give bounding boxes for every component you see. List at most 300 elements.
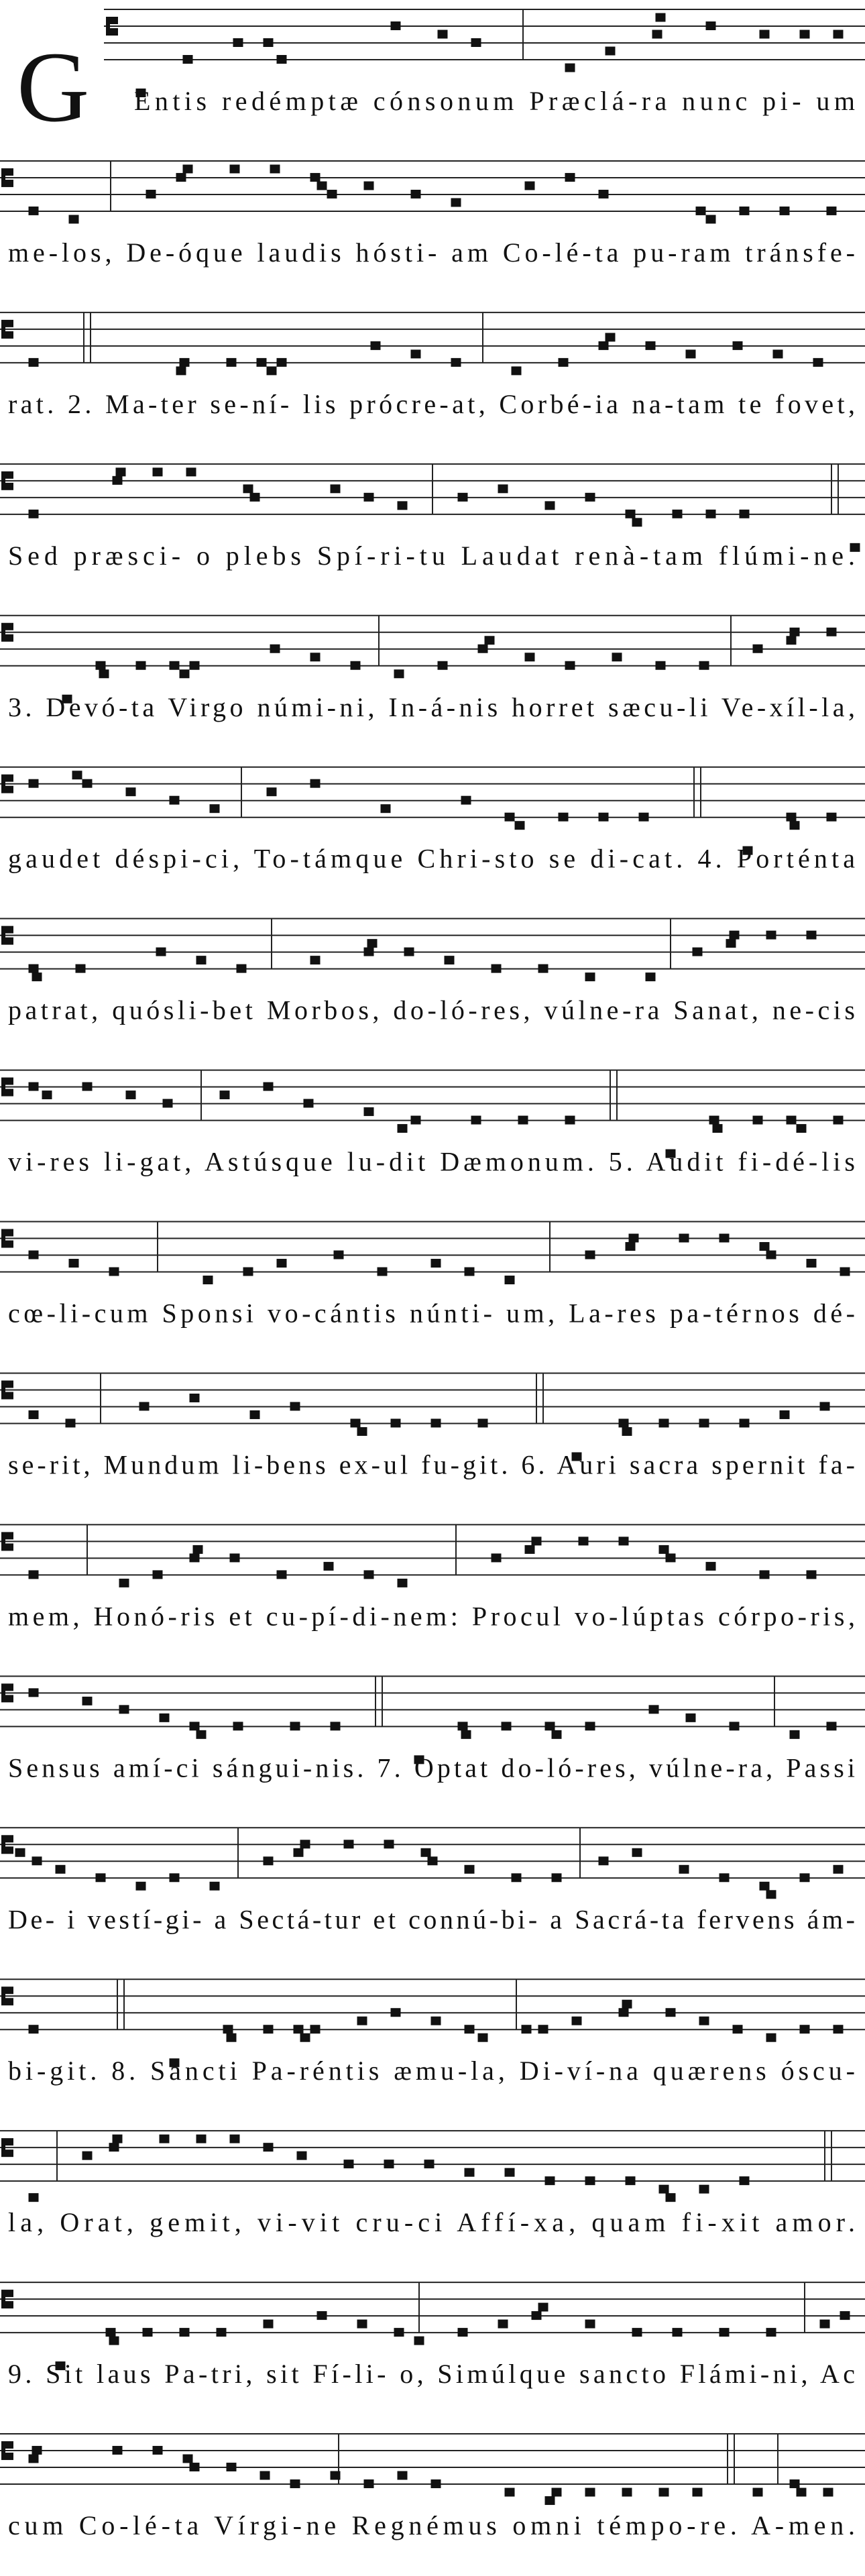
neume-note bbox=[585, 1722, 595, 1730]
chant-system bbox=[0, 313, 865, 419]
neume-note bbox=[66, 1418, 76, 1427]
neume-note bbox=[458, 2328, 468, 2337]
lyric-line: 9. Sit laus Pa-tri, sit Fí-li- o, Simúlque sancto Flámi-ni, Ac bbox=[8, 2359, 856, 2390]
neume-note bbox=[515, 821, 525, 830]
neume-note bbox=[69, 1259, 79, 1268]
neume-note bbox=[679, 1234, 689, 1243]
neume-note bbox=[391, 2008, 401, 2017]
neume-note bbox=[82, 1697, 93, 1705]
neume-note bbox=[270, 164, 280, 173]
chant-system bbox=[0, 767, 865, 874]
neume-note bbox=[485, 636, 495, 645]
initial-letter: G bbox=[17, 32, 90, 143]
neume-note bbox=[233, 1722, 243, 1730]
neume-note bbox=[42, 1090, 52, 1099]
neume-note bbox=[384, 1840, 394, 1848]
neume-note bbox=[394, 2328, 404, 2337]
neume-note bbox=[431, 2479, 441, 2488]
lyric-line: vi-res li-gat, Astúsque lu-dit Dæmonum. 5. Audit fi-dé-lis bbox=[8, 1146, 855, 1177]
neume-note bbox=[538, 964, 549, 973]
neume-note bbox=[297, 2151, 307, 2160]
neume-note bbox=[237, 964, 247, 973]
neume-note bbox=[143, 2328, 153, 2337]
neume-note bbox=[552, 2488, 562, 2497]
neume-note bbox=[709, 1116, 719, 1125]
neume-note bbox=[726, 939, 736, 948]
neume-note bbox=[753, 645, 763, 653]
neume-note bbox=[99, 669, 109, 678]
lyric-line: cum Co-lé-ta Vírgi-ne Regnémus omni témpo-re. A-men. bbox=[8, 2510, 855, 2541]
lyric-line: bi-git. 8. Sancti Pa-réntis æmu-la, Di-ví-na quærens óscu- bbox=[8, 2056, 855, 2086]
neume-note bbox=[505, 2488, 515, 2497]
neume-note bbox=[626, 2176, 636, 2185]
neume-note bbox=[552, 1873, 562, 1882]
neume-note bbox=[632, 518, 642, 526]
neume-note bbox=[465, 1865, 475, 1874]
neume-note bbox=[230, 2135, 240, 2143]
neume-note bbox=[294, 1848, 304, 1857]
neume-note bbox=[96, 1873, 106, 1882]
neume-note bbox=[545, 2496, 555, 2505]
neume-note bbox=[119, 1705, 129, 1714]
neume-note bbox=[82, 1082, 93, 1091]
neume-note bbox=[666, 2193, 676, 2202]
neume-note bbox=[619, 1418, 629, 1427]
neume-note bbox=[210, 804, 220, 813]
neume-note bbox=[766, 2033, 776, 2042]
neume-note bbox=[532, 2311, 542, 2320]
neume-note bbox=[176, 173, 186, 182]
neume-note bbox=[310, 653, 321, 661]
chant-system bbox=[0, 2282, 865, 2389]
neume-note bbox=[813, 358, 823, 367]
neume-note bbox=[277, 358, 287, 367]
neume-note bbox=[827, 207, 837, 215]
chant-system bbox=[0, 919, 865, 1025]
neume-note bbox=[820, 2320, 830, 2329]
chant-system bbox=[0, 616, 865, 722]
neume-note bbox=[478, 1418, 488, 1427]
neume-note bbox=[730, 1722, 740, 1730]
neume-note bbox=[632, 1848, 642, 1857]
neume-note bbox=[227, 358, 237, 367]
neume-note bbox=[15, 1848, 25, 1857]
neume-note bbox=[267, 787, 277, 796]
neume-note bbox=[344, 1840, 354, 1848]
neume-note bbox=[787, 1116, 797, 1125]
neume-note bbox=[833, 1116, 844, 1125]
neume-note bbox=[196, 2135, 207, 2143]
neume-note bbox=[29, 1688, 39, 1697]
neume-note bbox=[227, 2033, 237, 2042]
neume-note bbox=[290, 1722, 300, 1730]
neume-note bbox=[619, 1536, 629, 1545]
neume-note bbox=[176, 366, 186, 375]
neume-note bbox=[632, 2328, 642, 2337]
neume-note bbox=[170, 796, 180, 805]
neume-note bbox=[32, 2446, 42, 2455]
neume-note bbox=[391, 21, 401, 30]
neume-note bbox=[502, 1722, 512, 1730]
chant-system bbox=[0, 1524, 865, 1631]
lyric-line: De- i vestí-gi- a Sectá-tur et connú-bi- a Sacrá-ta fervens ám- bbox=[8, 1904, 856, 1935]
neume-note bbox=[210, 1882, 220, 1891]
neume-note bbox=[599, 190, 609, 199]
neume-note bbox=[203, 1276, 213, 1284]
neume-note bbox=[153, 467, 163, 476]
neume-note bbox=[790, 821, 800, 830]
neume-note bbox=[512, 1873, 522, 1882]
neume-note bbox=[599, 813, 609, 822]
neume-note bbox=[666, 1553, 676, 1562]
neume-note bbox=[565, 173, 575, 182]
neume-note bbox=[82, 779, 93, 788]
neume-note bbox=[612, 653, 622, 661]
neume-note bbox=[398, 2471, 408, 2480]
chant-system bbox=[0, 2434, 865, 2540]
neume-note bbox=[807, 1259, 817, 1268]
neume-note bbox=[119, 1579, 129, 1587]
neume-note bbox=[760, 1570, 770, 1579]
neume-note bbox=[465, 1268, 475, 1276]
neume-note bbox=[310, 956, 321, 964]
neume-note bbox=[807, 1570, 817, 1579]
neume-note bbox=[790, 1730, 800, 1739]
neume-note bbox=[163, 1099, 173, 1108]
neume-note bbox=[29, 2025, 39, 2033]
chant-system bbox=[0, 1676, 865, 1783]
neume-note bbox=[585, 2176, 595, 2185]
neume-note bbox=[693, 2488, 703, 2497]
neume-note bbox=[160, 1714, 170, 1722]
lyric-line: gaudet déspi-ci, To-támque Chri-sto se di-cat. 4. Porténta bbox=[8, 843, 856, 874]
neume-note bbox=[606, 333, 616, 341]
neume-note bbox=[331, 1722, 341, 1730]
neume-note bbox=[522, 2025, 532, 2033]
neume-note bbox=[351, 661, 361, 670]
neume-note bbox=[498, 484, 508, 493]
neume-note bbox=[766, 931, 776, 940]
neume-note bbox=[411, 1116, 421, 1125]
neume-note bbox=[740, 207, 750, 215]
neume-note bbox=[659, 1545, 669, 1554]
chant-system bbox=[0, 1828, 865, 1934]
neume-note bbox=[364, 948, 374, 956]
neume-note bbox=[404, 948, 414, 956]
neume-note bbox=[421, 1848, 431, 1857]
neume-note bbox=[840, 1268, 850, 1276]
neume-note bbox=[411, 190, 421, 199]
neume-note bbox=[565, 1116, 575, 1125]
neume-note bbox=[317, 181, 327, 190]
neume-note bbox=[250, 1410, 260, 1419]
neume-note bbox=[351, 1418, 361, 1427]
neume-note bbox=[243, 484, 253, 493]
neume-note bbox=[414, 2337, 424, 2345]
neume-note bbox=[505, 2168, 515, 2177]
neume-note bbox=[766, 1890, 776, 1899]
neume-note bbox=[381, 804, 391, 813]
neume-note bbox=[833, 1865, 844, 1874]
neume-note bbox=[113, 2135, 123, 2143]
neume-note bbox=[250, 493, 260, 502]
neume-note bbox=[525, 181, 535, 190]
neume-note bbox=[787, 813, 797, 822]
neume-note bbox=[833, 2025, 844, 2033]
neume-note bbox=[686, 1714, 696, 1722]
neume-note bbox=[294, 2025, 304, 2033]
neume-note bbox=[153, 2446, 163, 2455]
neume-note bbox=[183, 55, 193, 64]
lyric-line: rat. 2. Ma-ter se-ní- lis prócre-at, Corbé-ia na-tam te fovet, bbox=[8, 388, 855, 419]
neume-note bbox=[790, 628, 800, 636]
neume-note bbox=[699, 2185, 709, 2194]
neume-note bbox=[760, 30, 770, 39]
neume-note bbox=[696, 207, 706, 215]
neume-note bbox=[32, 1856, 42, 1865]
neume-note bbox=[673, 2328, 683, 2337]
neume-note bbox=[471, 38, 481, 47]
neume-note bbox=[438, 661, 448, 670]
neume-note bbox=[324, 1562, 334, 1571]
neume-note bbox=[585, 2320, 595, 2329]
chant-system bbox=[0, 2131, 865, 2237]
neume-note bbox=[629, 1234, 639, 1243]
neume-note bbox=[780, 1410, 790, 1419]
neume-note bbox=[264, 2320, 274, 2329]
neume-note bbox=[310, 173, 321, 182]
lyric-line: patrat, quósli-bet Morbos, do-ló-res, vúlne-ra Sanat, ne-cis bbox=[8, 995, 855, 1025]
neume-note bbox=[428, 1856, 438, 1865]
neume-note bbox=[565, 64, 575, 72]
neume-note bbox=[659, 2185, 669, 2194]
neume-note bbox=[267, 366, 277, 375]
neume-note bbox=[190, 1394, 200, 1402]
neume-note bbox=[300, 1840, 310, 1848]
neume-note bbox=[183, 2455, 193, 2463]
neume-note bbox=[800, 30, 810, 39]
neume-note bbox=[823, 2488, 833, 2497]
neume-note bbox=[398, 1124, 408, 1133]
neume-note bbox=[331, 484, 341, 493]
neume-note bbox=[585, 493, 595, 502]
neume-note bbox=[364, 493, 374, 502]
neume-note bbox=[193, 1545, 203, 1554]
neume-note bbox=[451, 198, 461, 207]
neume-note bbox=[649, 1705, 659, 1714]
neume-note bbox=[760, 1882, 770, 1891]
neume-note bbox=[606, 47, 616, 56]
neume-note bbox=[106, 2328, 116, 2337]
neume-note bbox=[317, 2311, 327, 2320]
neume-note bbox=[733, 341, 743, 350]
neume-note bbox=[626, 510, 636, 518]
neume-note bbox=[673, 510, 683, 518]
neume-note bbox=[827, 1722, 837, 1730]
neume-note bbox=[827, 813, 837, 822]
neume-note bbox=[773, 349, 783, 358]
neume-note bbox=[398, 501, 408, 510]
chant-system bbox=[0, 464, 865, 571]
neume-note bbox=[113, 2446, 123, 2455]
neume-note bbox=[565, 661, 575, 670]
neume-note bbox=[458, 1722, 468, 1730]
neume-note bbox=[699, 1418, 709, 1427]
chant-systems bbox=[0, 9, 865, 2540]
neume-note bbox=[719, 2328, 730, 2337]
lyric-line: me-los, De-óque laudis hósti- am Co-lé-ta pu-ram tránsfe- bbox=[8, 237, 856, 268]
neume-note bbox=[478, 645, 488, 653]
lyric-line: se-rit, Mundum li-bens ex-ul fu-git. 6. Auri sacra spernit fa- bbox=[8, 1449, 855, 1480]
neume-note bbox=[552, 1730, 562, 1739]
neume-note bbox=[559, 358, 569, 367]
neume-note bbox=[331, 2471, 341, 2480]
neume-note bbox=[56, 1865, 66, 1874]
neume-note bbox=[264, 1082, 274, 1091]
neume-note bbox=[126, 1090, 136, 1099]
neume-note bbox=[525, 653, 535, 661]
neume-note bbox=[364, 181, 374, 190]
neume-note bbox=[113, 476, 123, 485]
neume-note bbox=[257, 358, 267, 367]
neume-note bbox=[699, 661, 709, 670]
neume-note bbox=[585, 972, 595, 981]
neume-note bbox=[32, 972, 42, 981]
neume-note bbox=[384, 2160, 394, 2168]
neume-note bbox=[424, 2160, 435, 2168]
neume-note bbox=[498, 2320, 508, 2329]
neume-note bbox=[357, 1427, 367, 1436]
neume-note bbox=[230, 1553, 240, 1562]
neume-note bbox=[233, 38, 243, 47]
neume-note bbox=[518, 1116, 528, 1125]
neume-note bbox=[753, 2488, 763, 2497]
neume-note bbox=[797, 1124, 807, 1133]
neume-note bbox=[471, 1116, 481, 1125]
neume-note bbox=[599, 1856, 609, 1865]
neume-note bbox=[394, 669, 404, 678]
neume-note bbox=[579, 1536, 589, 1545]
neume-note bbox=[585, 1251, 595, 1259]
neume-note bbox=[706, 21, 716, 30]
neume-note bbox=[656, 13, 666, 22]
neume-note bbox=[109, 2337, 119, 2345]
neume-note bbox=[29, 964, 39, 973]
neume-note bbox=[29, 1082, 39, 1091]
neume-note bbox=[545, 501, 555, 510]
neume-note bbox=[599, 341, 609, 350]
neume-note bbox=[686, 349, 696, 358]
lyric-line: cœ-li-cum Sponsi vo-cántis núnti- um, La-res pa-térnos dé- bbox=[8, 1298, 855, 1329]
neume-note bbox=[492, 964, 502, 973]
neume-note bbox=[76, 964, 86, 973]
neume-note bbox=[693, 948, 703, 956]
neume-note bbox=[740, 1418, 750, 1427]
neume-note bbox=[753, 1116, 763, 1125]
neume-note bbox=[572, 2017, 582, 2025]
neume-note bbox=[619, 2008, 629, 2017]
neume-note bbox=[807, 931, 817, 940]
neume-note bbox=[622, 2000, 632, 2009]
neume-note bbox=[344, 2160, 354, 2168]
neume-note bbox=[371, 341, 381, 350]
neume-note bbox=[719, 1873, 730, 1882]
neume-note bbox=[525, 1545, 535, 1554]
neume-note bbox=[180, 2328, 190, 2337]
neume-note bbox=[227, 2463, 237, 2471]
neume-note bbox=[367, 939, 378, 948]
neume-note bbox=[139, 1402, 150, 1410]
neume-note bbox=[29, 358, 39, 367]
neume-note bbox=[116, 467, 126, 476]
neume-note bbox=[378, 1268, 388, 1276]
neume-note bbox=[96, 661, 106, 670]
neume-note bbox=[260, 2471, 270, 2480]
neume-note bbox=[646, 972, 656, 981]
neume-note bbox=[626, 1242, 636, 1251]
chant-system bbox=[0, 1979, 865, 2086]
neume-note bbox=[639, 813, 649, 822]
neume-note bbox=[153, 1570, 163, 1579]
lyric-line: Entis redémptæ cónsonum Præclá-ra nunc pi- um bbox=[134, 86, 855, 116]
neume-note bbox=[29, 207, 39, 215]
chant-system bbox=[0, 1222, 865, 1329]
neume-note bbox=[190, 1722, 200, 1730]
neume-note bbox=[264, 2143, 274, 2151]
neume-note bbox=[29, 1410, 39, 1419]
neume-note bbox=[585, 2488, 595, 2497]
neume-note bbox=[183, 164, 193, 173]
neume-note bbox=[29, 510, 39, 518]
neume-note bbox=[29, 779, 39, 788]
neume-note bbox=[505, 813, 515, 822]
neume-note bbox=[827, 628, 837, 636]
neume-note bbox=[109, 1268, 119, 1276]
neume-note bbox=[492, 1553, 502, 1562]
neume-note bbox=[190, 661, 200, 670]
neume-note bbox=[465, 2025, 475, 2033]
neume-note bbox=[310, 2025, 321, 2033]
lyric-line: 3. Devó-ta Virgo númi-ni, In-á-nis horret sæcu-li Ve-xíl-la, bbox=[8, 691, 855, 722]
neume-note bbox=[559, 813, 569, 822]
neume-note bbox=[190, 1553, 200, 1562]
neume-note bbox=[538, 2303, 549, 2312]
neume-note bbox=[458, 493, 468, 502]
neume-note bbox=[740, 510, 750, 518]
neume-note bbox=[223, 2025, 233, 2033]
neume-note bbox=[797, 2488, 807, 2497]
neume-note bbox=[652, 30, 662, 39]
neume-note bbox=[186, 467, 196, 476]
neume-note bbox=[730, 931, 740, 940]
neume-note bbox=[833, 30, 844, 39]
neume-note bbox=[180, 358, 190, 367]
neume-note bbox=[264, 1856, 274, 1865]
neume-note bbox=[364, 2479, 374, 2488]
neume-note bbox=[277, 55, 287, 64]
neume-note bbox=[545, 2176, 555, 2185]
chant-system bbox=[0, 161, 865, 268]
neume-note bbox=[146, 190, 156, 199]
lyric-line: Sensus amí-ci sángui-nis. 7. Optat do-ló-res, vúlne-ra, Passi bbox=[8, 1752, 855, 1783]
neume-note bbox=[679, 1865, 689, 1874]
neume-note bbox=[820, 1402, 830, 1410]
neume-note bbox=[740, 2176, 750, 2185]
neume-note bbox=[357, 2320, 367, 2329]
neume-note bbox=[217, 2328, 227, 2337]
lyric-line: la, Orat, gemit, vi-vit cru-ci Affí-xa, quam fi-xit amor. bbox=[8, 2207, 855, 2238]
neume-note bbox=[733, 2025, 743, 2033]
